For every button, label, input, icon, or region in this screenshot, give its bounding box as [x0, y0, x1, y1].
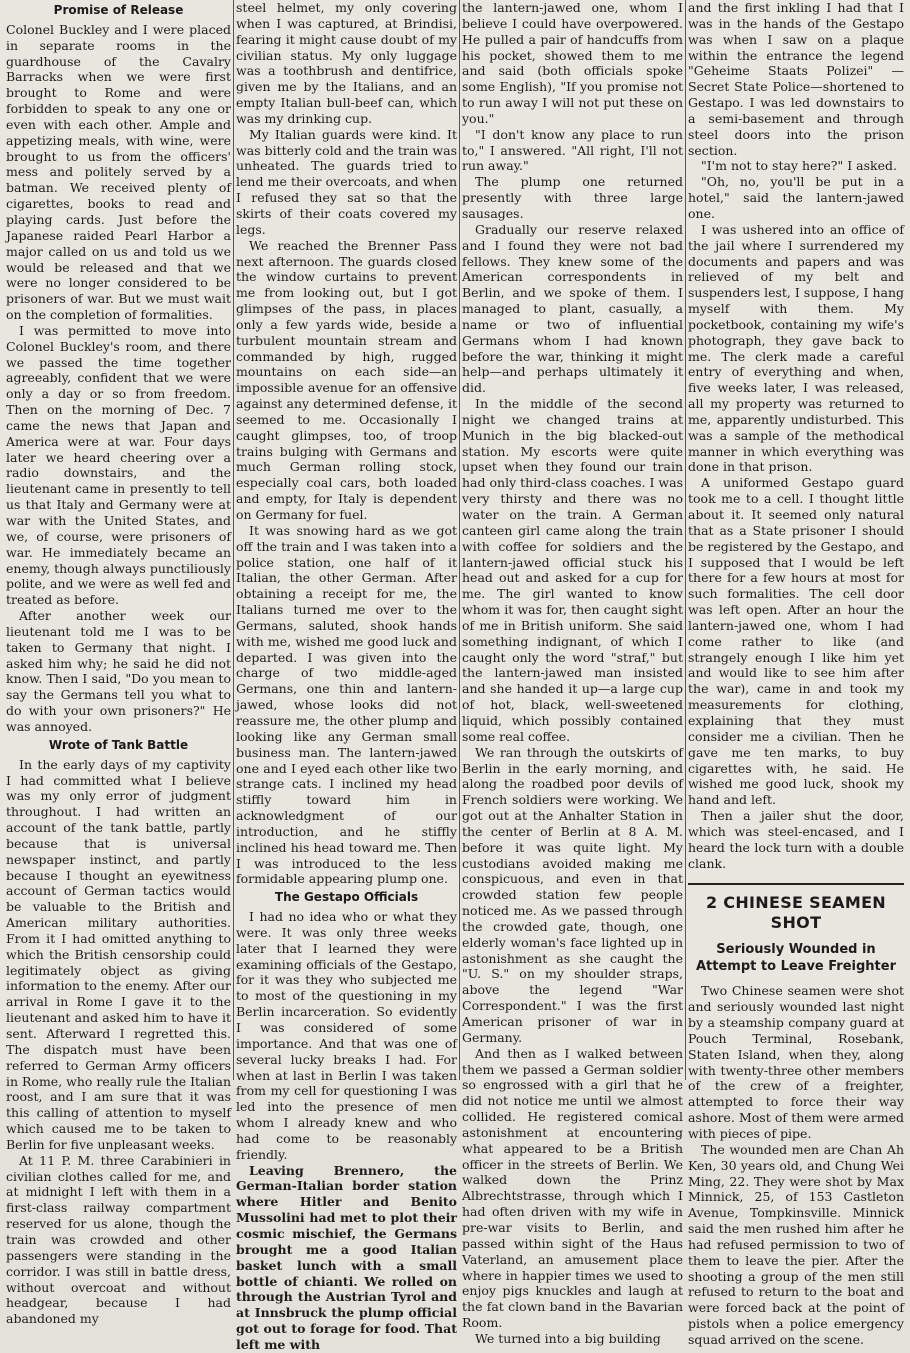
- column-rule: [685, 0, 686, 1080]
- paragraph: Two Chinese seamen were shot and seriously wounded last night by a steamship company guard at Pouch Terminal, Rosebank, Staten Island, when they, along with twenty-three other members of the crew of a freighter, attempted to force their way ashore. Most of them were armed with pieces of pipe.: [688, 983, 904, 1141]
- paragraph: We ran through the outskirts of Berlin in the early morning, and along the roadbed poor devils of French soldiers were working. We got out at the Anhalter Station in the center of Berlin at 8 A. M. before it was quite light. My custodians avoided making me conspicuous, and even in that crowded station few people noticed me. As we passed through the crowded gate, though, one elderly woman's face lighted up in astonishment as she caught the "U. S." on my shoulder straps, above the legend "War Correspondent." I was the first American prisoner of war in Germany.: [462, 744, 683, 1045]
- paragraph: I had no idea who or what they were. It was only three weeks later that I learned they were examining officials of the Gestapo, for it was they who subjected me to most of the questioning in my Berlin incarceration. So evidently I was considered of some importance. And that was one of several lucky breaks I had. For when at last in Berlin I was taken from my cell for questioning I was led into the presence of men whom I already knew and who had come to be reasonably friendly.: [236, 909, 457, 1162]
- paragraph: Gradually our reserve relaxed and I found they were not bad fellows. They knew some of the American correspondents in Berlin, and we spoke of them. I managed to plant, casually, a name or two of influential Germans whom I had known before the war, thinking it might help—and perhaps ultimately it did.: [462, 221, 683, 396]
- paragraph: "Oh, no, you'll be put in a hotel," said the lantern-jawed one.: [688, 174, 904, 221]
- paragraph: A uniformed Gestapo guard took me to a cell. I thought little about it. It seemed only natural that as a State prisoner I should be registered by the Gestapo, and I supposed that I would be left there for a few hours at most for such formalities. The cell door was left open. After an hour the lantern-jawed one, whom I had come rather to like (and strangely enough I like him yet and would like to see him after the war), came in and took my measurements for clothing, explaining that they must consider me a civilian. Then he gave me ten marks, to buy cigarettes with, he said. He wished me good luck, shook my hand and left.: [688, 475, 904, 808]
- column-rule: [233, 0, 234, 1080]
- article-deck: Seriously Wounded in Attempt to Leave Freighter: [696, 942, 896, 975]
- paragraph: "I don't know any place to run to," I answered. "All right, I'll not run away.": [462, 126, 683, 174]
- paragraph: In the middle of the second night we changed trains at Munich in the big blacked-out station. My escorts were quite upset when they found our train had only third-class coaches. I was very thirsty and there was no water on the train. A German canteen girl came along the train with coffee for soldiers and the lantern-jawed official stuck his head out and asked for a cup for me. The girl wanted to know whom it was for, then caught sight of me in British uniform. She said something indignant, of which I caught only the word "straf," but the lantern-jawed man insisted and she handed it up—a large cup of hot, black, well-sweetened liquid, which possibly contained some real coffee.: [462, 396, 683, 744]
- paragraph: The plump one returned presently with three large sausages.: [462, 174, 683, 221]
- paragraph: Then a jailer shut the door, which was steel-encased, and I heard the lock turn with a double clank.: [688, 808, 904, 871]
- paragraph: I was ushered into an office of the jail where I surrendered my documents and papers and was relieved of my belt and suspenders lest, I suppose, I hang myself with them. My pocketbook, containing my wife's photograph, they gave back to me. The clerk made a careful entry of everything and when, five weeks later, I was released, all my property was returned to me, apparently undisturbed. This was a sample of the methodical manner in which everything was done in that prison.: [688, 221, 905, 475]
- paragraph: I was permitted to move into Colonel Buckley's room, and there we passed the time together agreeably, confident that we were only a day or so from freedom. Then on the morning of Dec. 7 came the news that Japan and America were at war. Four days later we heard cheering over a radio downstairs, and the lieutenant came in presently to tell us that Italy and Germany were at war with the United States, and we, of course, were prisoners of war. He immediately became an enemy, though always punctiliously polite, and we were as well fed and treated as before.: [6, 322, 231, 608]
- article-headline: 2 CHINESE SEAMEN SHOT: [705, 893, 886, 933]
- paragraph: In the early days of my captivity I had committed what I believe was my only error of judgment throughout. I had written an account of the tank battle, partly because that is universal newspaper instinct, and partly because I thought an eyewitness account of German tactics would be valuable to the British and American military authorities. From it I had omitted anything to which the British censorship could legitimately object as giving information to the enemy. After our arrival in Rome I gave it to the lieutenant and asked him to have it sent. Afterward I regretted this. The dispatch must have been referred to German Army officers in Rome, who really rule the Italian roost, and I am sure that it was this calling of attention to myself which caused me to be taken to Berlin for five unpleasant weeks.: [6, 756, 232, 1152]
- paragraph: Leaving Brennero, the German-Italian border station where Hitler and Benito Mussolini had met to plot their cosmic mischief, the Germans brought me a good Italian basket lunch with a small bottle of chianti. We rolled on through the Austrian Tyrol and at Innsbruck the plump official got out to forage for food. That left me with: [236, 1162, 457, 1352]
- paragraph: At 11 P. M. three Carabinieri in civilian clothes called for me, and at midnight I left with them in a first-class railway compartment reserved for us alone, though the train was crowded and other passengers were standing in the corridor. I was still in battle dress, without overcoat and without headgear, because I had abandoned my: [6, 1152, 231, 1327]
- subhead-promise-of-release: Promise of Release: [53, 3, 184, 17]
- subhead-gestapo-officials: The Gestapo Officials: [274, 890, 419, 905]
- paragraph: Colonel Buckley and I were placed in separate rooms in the guardhouse of the Cavalry Barracks when we were first brought to Rome and were forbidden to speak to any one or even with each other. Ample and appetizing meals, with wine, were brought to us from the officers' mess and politely served by a batman. We received plenty of cigarettes, books to read and playing cards. Just before the Japanese raided Pearl Harbor a major called on us and told us we would be released and that we were no longer considered to be prisoners of war. But we must wait on the completion of formalities.: [6, 21, 231, 323]
- subhead-wrote-of-tank-battle: Wrote of Tank Battle: [48, 737, 189, 752]
- paragraph: the lantern-jawed one, whom I believe I could have overpowered. He pulled a pair of handcuffs from his pocket, showed them to me and said (both officials spoke some English), "If you promise not to run away I will not put these on you.": [462, 0, 683, 126]
- paragraph: It was snowing hard as we got off the train and I was taken into a police station, one half of it Italian, the other German. After obtaining a receipt for me, the Italians turned me over to the Germans, saluted, shook hands with me, wished me good luck and departed. I was given into the charge of two middle-aged Germans, one thin and lantern-jawed, whose looks did not reassure me, the other plump and looking like any German small business man. The lantern-jawed one and I eyed each other like two strange cats. I inclined my head stiffly toward him in acknowledgment of our introduction, and he stiffly inclined his head toward me. Then I was introduced to the less formidable appearing plump one.: [236, 522, 457, 887]
- paragraph: The wounded men are Chan Ah Ken, 30 years old, and Chung Wei Ming, 22. They were shot by Max Minnick, 25, of 153 Castleton Avenue, Tompkinsville. Minnick said the men rushed him after he had refused permission to two of them to leave the pier. After the shooting a group of the men still refused to return to the boat and were forced back at the point of pistols when a police emergency squad arrived on the scene.: [688, 1141, 904, 1347]
- paragraph: And then as I walked between them we passed a German soldier so engrossed with a girl that he did not notice me until we almost collided. He registered comical astonishment at encountering what appeared to be a British officer in the streets of Berlin. We walked down the Prinz Albrechtstrasse, through which I had often driven with my wife in pre-war visits to Berlin, and passed within sight of the Haus Vaterland, an amusement place where in happier times we used to enjoy pigs knuckles and laugh at the fat clown band in the Bavarian Room.: [462, 1045, 683, 1331]
- column-2: [236, 0, 457, 1352]
- column-1: [6, 0, 232, 1327]
- column-4: [688, 0, 905, 1347]
- paragraph: My Italian guards were kind. It was bitterly cold and the train was unheated. The guards tried to lend me their overcoats, and when I refused they sat so that the skirts of their coats covered my legs.: [236, 126, 457, 237]
- paragraph: We reached the Brenner Pass next afternoon. The guards closed the window curtains to prevent me from looking out, but I got glimpses of the pass, in places only a few yards wide, beside a turbulent mountain stream and commanded by high, rugged mountains on each side—an impossible avenue for an offensive against any determined defense, it seemed to me. Occasionally I caught glimpses, too, of troop trains bulging with Germans and much German rolling stock, especially coal cars, both loaded and empty, for Italy is dependent on Germany for fuel.: [236, 237, 457, 522]
- paragraph: "I'm not to stay here?" I asked.: [701, 158, 897, 174]
- chinese-seamen-article: [688, 883, 904, 1347]
- column-rule: [459, 0, 460, 1080]
- paragraph: We turned into a big building: [475, 1330, 661, 1346]
- paragraph: and the first inkling I had that I was in the hands of the Gestapo was when I saw on a plaque within the entrance the legend "Geheime Staats Polizei" — Secret State Police—shortened to Gestapo. I was led downstairs to a semi-basement and through steel doors into the prison section.: [688, 0, 904, 158]
- paragraph: After another week our lieutenant told me I was to be taken to Germany that night. I asked him why; he said he did not know. Then I said, "Do you mean to say the Germans tell you what to do with your own prisoners?" He was annoyed.: [6, 608, 231, 734]
- paragraph: steel helmet, my only covering when I was captured, at Brindisi, fearing it might cause doubt of my civilian status. My only luggage was a toothbrush and dentifrice, given me by the Italians, and an empty Italian bull-beef can, which was my drinking cup.: [236, 0, 457, 126]
- column-3: [462, 0, 683, 1346]
